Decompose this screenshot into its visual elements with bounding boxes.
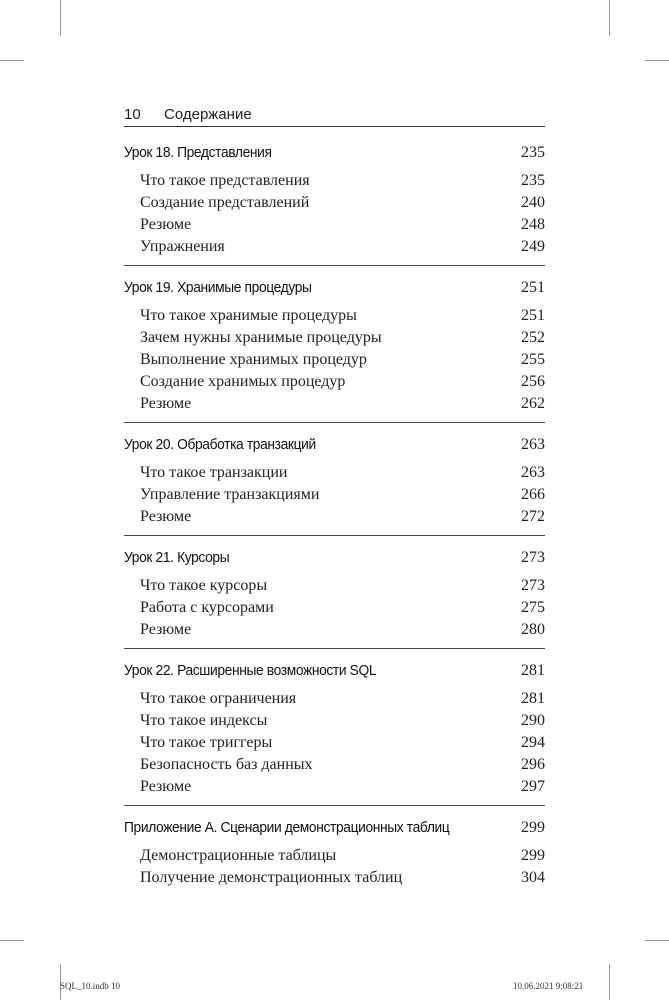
crop-mark xyxy=(0,940,24,941)
toc-entry-title: Зачем нужны хранимые процедуры xyxy=(140,329,382,346)
toc-entry-title: Работа с курсорами xyxy=(140,599,274,616)
crop-mark xyxy=(609,964,610,1000)
toc-entry xyxy=(124,690,545,712)
toc-entry xyxy=(124,847,545,869)
toc-entry xyxy=(124,621,545,643)
toc-entry xyxy=(124,486,545,508)
crop-mark xyxy=(609,0,610,36)
toc-lesson-page: 235 xyxy=(521,144,545,161)
crop-mark xyxy=(60,0,61,36)
toc-entry-page: 297 xyxy=(521,778,545,795)
toc-entry-title: Резюме xyxy=(140,395,192,412)
toc-lesson-page: 299 xyxy=(521,819,545,836)
toc-lesson xyxy=(124,536,545,649)
toc-entry-page: 266 xyxy=(521,486,545,503)
toc-lesson-page: 251 xyxy=(521,279,545,296)
table-of-contents xyxy=(124,131,545,896)
crop-mark xyxy=(645,940,669,941)
toc-lesson-page: 263 xyxy=(521,436,545,453)
toc-lesson-page: 273 xyxy=(521,549,545,566)
toc-entry-page: 294 xyxy=(521,734,545,751)
toc-lesson-title: Приложение А. Сценарии демонстрационных таблиц xyxy=(124,819,450,836)
slug-file: SQL_10.indb 10 xyxy=(60,981,121,991)
header-rule xyxy=(124,126,545,127)
toc-entry-page: 275 xyxy=(521,599,545,616)
toc-entry-page: 262 xyxy=(521,395,545,412)
toc-entry xyxy=(124,238,545,260)
toc-entry-page: 263 xyxy=(521,464,545,481)
toc-lesson xyxy=(124,806,545,896)
toc-entry-page: 240 xyxy=(521,194,545,211)
toc-entry-page: 272 xyxy=(521,508,545,525)
toc-entry xyxy=(124,778,545,800)
toc-entry-title: Резюме xyxy=(140,508,192,525)
toc-entry xyxy=(124,172,545,194)
toc-lesson-page: 281 xyxy=(521,662,545,679)
header-page-number: 10 xyxy=(124,106,141,123)
toc-lesson-title: Урок 21. Курсоры xyxy=(124,549,230,566)
toc-entry-page: 280 xyxy=(521,621,545,638)
toc-entry-title: Выполнение хранимых процедур xyxy=(140,351,367,368)
toc-entry xyxy=(124,373,545,395)
toc-entry-title: Демонстрационные таблицы xyxy=(140,847,337,864)
toc-entry-title: Что такое транзакции xyxy=(140,464,288,481)
toc-entry-page: 249 xyxy=(521,238,545,255)
toc-entry-title: Создание представлений xyxy=(140,194,310,211)
toc-lesson xyxy=(124,423,545,536)
toc-lesson-heading xyxy=(124,436,545,458)
toc-lesson-title: Урок 22. Расширенные возможности SQL xyxy=(124,662,377,679)
toc-entry-page: 235 xyxy=(521,172,545,189)
toc-entry-page: 255 xyxy=(521,351,545,368)
toc-entry xyxy=(124,464,545,486)
toc-entry-title: Упражнения xyxy=(140,238,225,255)
toc-entry-title: Что такое курсоры xyxy=(140,577,268,594)
toc-entry-page: 248 xyxy=(521,216,545,233)
toc-entry xyxy=(124,395,545,417)
toc-entry-page: 290 xyxy=(521,712,545,729)
toc-entry xyxy=(124,869,545,891)
toc-entry-page: 296 xyxy=(521,756,545,773)
toc-entry-title: Резюме xyxy=(140,216,192,233)
toc-entry xyxy=(124,599,545,621)
toc-entry-title: Управление транзакциями xyxy=(140,486,320,503)
slug-timestamp: 10.06.2021 9:08:21 xyxy=(513,981,584,991)
toc-lesson-heading xyxy=(124,279,545,301)
crop-mark xyxy=(645,60,669,61)
toc-entry-title: Что такое хранимые процедуры xyxy=(140,307,357,324)
toc-entry-page: 281 xyxy=(521,690,545,707)
toc-lesson xyxy=(124,649,545,806)
toc-lesson-heading xyxy=(124,549,545,571)
toc-entry xyxy=(124,351,545,373)
crop-mark xyxy=(0,60,24,61)
toc-entry xyxy=(124,577,545,599)
toc-entry-page: 252 xyxy=(521,329,545,346)
toc-entry xyxy=(124,756,545,778)
toc-lesson-title: Урок 18. Представления xyxy=(124,144,272,161)
toc-entry-title: Что такое представления xyxy=(140,172,310,189)
toc-entry-title: Резюме xyxy=(140,778,192,795)
toc-entry xyxy=(124,712,545,734)
toc-lesson-heading xyxy=(124,819,545,841)
toc-entry-title: Безопасность баз данных xyxy=(140,756,313,773)
toc-entry-title: Что такое индексы xyxy=(140,712,268,729)
header-title: Содержание xyxy=(164,106,252,123)
toc-entry-title: Создание хранимых процедур xyxy=(140,373,346,390)
toc-entry-title: Получение демонстрационных таблиц xyxy=(140,869,403,886)
toc-entry-page: 251 xyxy=(521,307,545,324)
toc-entry-page: 256 xyxy=(521,373,545,390)
toc-entry xyxy=(124,194,545,216)
toc-lesson-heading xyxy=(124,144,545,166)
toc-lesson xyxy=(124,266,545,423)
toc-entry-page: 304 xyxy=(521,869,545,886)
toc-entry-title: Резюме xyxy=(140,621,192,638)
toc-lesson-title: Урок 19. Хранимые процедуры xyxy=(124,279,312,296)
toc-entry xyxy=(124,508,545,530)
toc-entry xyxy=(124,329,545,351)
toc-lesson-title: Урок 20. Обработка транзакций xyxy=(124,436,316,453)
running-header xyxy=(124,104,545,124)
toc-lesson-heading xyxy=(124,662,545,684)
toc-entry-title: Что такое ограничения xyxy=(140,690,297,707)
toc-entry-title: Что такое триггеры xyxy=(140,734,273,751)
toc-entry-page: 273 xyxy=(521,577,545,594)
toc-entry xyxy=(124,307,545,329)
toc-entry-page: 299 xyxy=(521,847,545,864)
toc-lesson xyxy=(124,131,545,266)
toc-entry xyxy=(124,734,545,756)
toc-entry xyxy=(124,216,545,238)
